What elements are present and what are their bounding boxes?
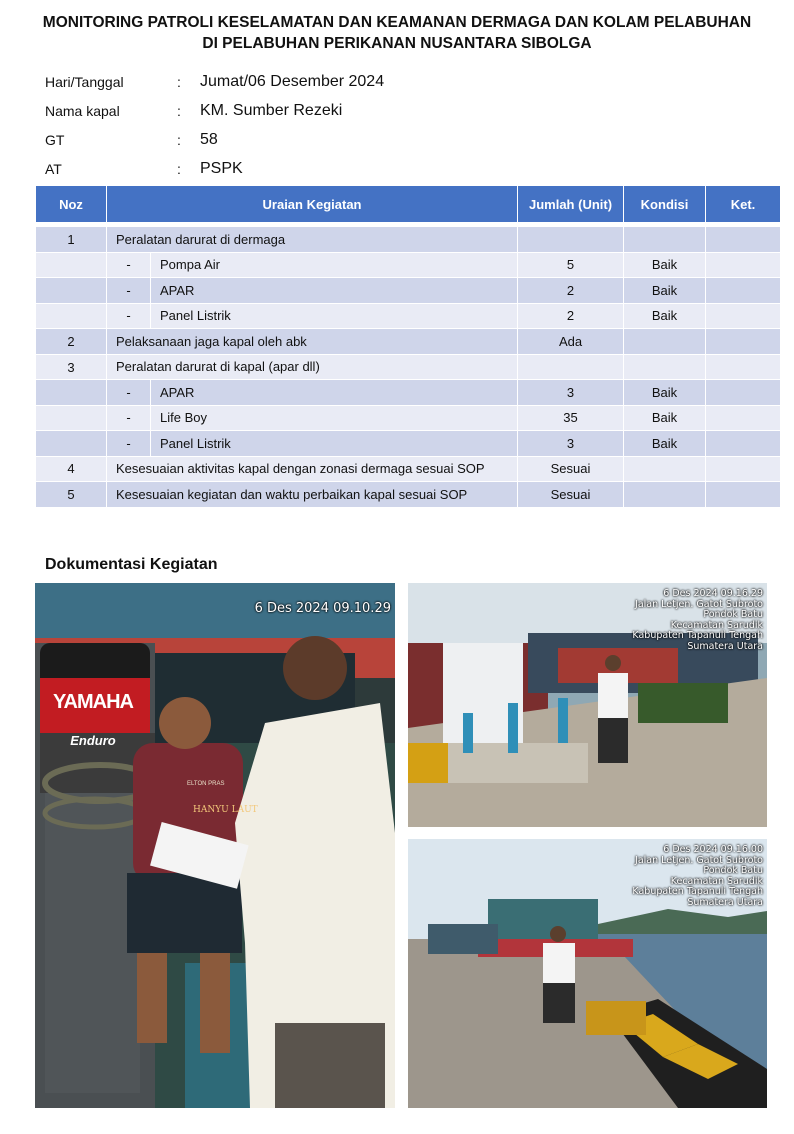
row-ket	[706, 380, 781, 406]
engine-model-label: Enduro	[70, 733, 116, 748]
info-colon: :	[177, 102, 181, 119]
info-colon: :	[177, 131, 181, 148]
row-desc: Kesesuaian aktivitas kapal dengan zonasi dermaga sesuai SOP	[107, 456, 518, 482]
row-cond	[624, 482, 706, 508]
row-cond: Baik	[624, 380, 706, 406]
row-cond: Baik	[624, 252, 706, 278]
row-desc: Peralatan darurat di kapal (apar dll)	[107, 354, 518, 380]
row-dash: -	[107, 252, 151, 278]
row-desc: Peralatan darurat di dermaga	[107, 227, 518, 253]
row-qty: 2	[518, 303, 624, 329]
stamp-line: Pondok Batu	[703, 865, 763, 876]
header-notes: Ket.	[706, 186, 781, 223]
header-condition: Kondisi	[624, 186, 706, 223]
row-desc: APAR	[151, 278, 518, 304]
row-cond: Baik	[624, 431, 706, 457]
row-qty: 5	[518, 252, 624, 278]
row-qty: 3	[518, 380, 624, 406]
header-quantity: Jumlah (Unit)	[518, 186, 624, 223]
photo-location-stamp	[632, 845, 763, 908]
stamp-line: Kecamatan Sarudik	[670, 619, 763, 631]
table-row	[36, 431, 781, 457]
row-no	[36, 380, 107, 406]
photo-timestamp: 6 Des 2024 09.10.29	[254, 601, 391, 616]
stamp-line: Pondok Batu	[703, 609, 763, 620]
info-row-at	[45, 154, 645, 183]
row-qty	[518, 227, 624, 253]
row-cond	[624, 329, 706, 355]
row-ket	[706, 405, 781, 431]
row-qty: 2	[518, 278, 624, 304]
info-value: PSPK	[200, 159, 243, 177]
info-label: Nama kapal	[45, 102, 120, 119]
row-no: 3	[36, 354, 107, 380]
row-no: 4	[36, 456, 107, 482]
row-no	[36, 278, 107, 304]
row-no	[36, 405, 107, 431]
info-label: GT	[45, 131, 65, 148]
row-dash: -	[107, 278, 151, 304]
row-ket	[706, 354, 781, 380]
header-no: Noz	[36, 186, 107, 223]
stamp-line: Kabupaten Tapanuli Tengah	[632, 886, 763, 897]
stamp-line: Kecamatan Sarudik	[670, 875, 763, 887]
stamp-line: Sumatera Utara	[687, 640, 763, 652]
info-value: Jumat/06 Desember 2024	[200, 72, 385, 90]
row-ket	[706, 252, 781, 278]
table-row	[36, 380, 781, 406]
info-colon: :	[177, 160, 181, 177]
info-value: 58	[200, 130, 218, 148]
row-no: 1	[36, 227, 107, 253]
shirt-small-text: ELTON PRAS	[187, 781, 225, 787]
photo-location-stamp	[632, 589, 763, 652]
table-row	[36, 278, 781, 304]
row-ket	[706, 227, 781, 253]
table-header-row	[36, 186, 781, 223]
stamp-line: Kabupaten Tapanuli Tengah	[632, 630, 763, 641]
table-row	[36, 405, 781, 431]
shirt-text: HANYU LAUT	[193, 805, 258, 815]
row-ket	[706, 329, 781, 355]
row-dash: -	[107, 431, 151, 457]
row-cond	[624, 456, 706, 482]
table-row	[36, 303, 781, 329]
row-cond: Baik	[624, 278, 706, 304]
table-row	[36, 329, 781, 355]
patrol-table	[35, 185, 781, 508]
row-ket	[706, 456, 781, 482]
info-value: KM. Sumber Rezeki	[200, 101, 343, 119]
row-qty: 3	[518, 431, 624, 457]
row-desc: Life Boy	[151, 405, 518, 431]
row-no: 5	[36, 482, 107, 508]
document-title	[0, 12, 794, 54]
row-qty	[518, 354, 624, 380]
row-desc: Kesesuaian kegiatan dan waktu perbaikan kapal sesuai SOP	[107, 482, 518, 508]
row-no	[36, 303, 107, 329]
table-row	[36, 456, 781, 482]
title-line-1: MONITORING PATROLI KESELAMATAN DAN KEAMANAN DERMAGA DAN KOLAM PELABUHAN	[42, 14, 752, 31]
row-desc: Pelaksanaan jaga kapal oleh abk	[107, 329, 518, 355]
stamp-line: 6 Des 2024 09.16.00	[663, 844, 763, 855]
stamp-line: Sumatera Utara	[687, 896, 763, 908]
row-no	[36, 431, 107, 457]
row-dash: -	[107, 303, 151, 329]
engine-brand-label: YAMAHA	[53, 691, 133, 713]
row-qty: Sesuai	[518, 482, 624, 508]
dock-pump-photo	[408, 583, 767, 827]
row-cond	[624, 227, 706, 253]
table-row	[36, 482, 781, 508]
documentation-title: Dokumentasi Kegiatan	[45, 556, 218, 573]
row-cond	[624, 354, 706, 380]
row-dash: -	[107, 380, 151, 406]
row-no: 2	[36, 329, 107, 355]
pier-ship-photo	[408, 839, 767, 1108]
table-row	[36, 354, 781, 380]
info-label: Hari/Tanggal	[45, 73, 124, 90]
row-qty: Sesuai	[518, 456, 624, 482]
stamp-line: Jalan Letjen. Gatot Subroto	[635, 854, 763, 866]
row-qty: Ada	[518, 329, 624, 355]
info-colon: :	[177, 73, 181, 90]
row-ket	[706, 482, 781, 508]
row-no	[36, 252, 107, 278]
row-desc: Pompa Air	[151, 252, 518, 278]
title-line-2: DI PELABUHAN PERIKANAN NUSANTARA SIBOLGA	[202, 35, 592, 52]
info-row-gt	[45, 125, 645, 154]
vessel-info	[45, 67, 645, 183]
info-row-date	[45, 67, 645, 96]
row-desc: APAR	[151, 380, 518, 406]
row-ket	[706, 303, 781, 329]
row-ket	[706, 278, 781, 304]
table-row	[36, 227, 781, 253]
info-row-ship-name	[45, 96, 645, 125]
row-qty: 35	[518, 405, 624, 431]
row-desc: Panel Listrik	[151, 303, 518, 329]
row-cond: Baik	[624, 405, 706, 431]
info-label: AT	[45, 160, 62, 177]
stamp-line: 6 Des 2024 09.16.29	[663, 588, 763, 599]
stamp-line: Jalan Letjen. Gatot Subroto	[635, 598, 763, 610]
row-dash: -	[107, 405, 151, 431]
row-desc: Panel Listrik	[151, 431, 518, 457]
header-description: Uraian Kegiatan	[107, 186, 518, 223]
row-cond: Baik	[624, 303, 706, 329]
row-ket	[706, 431, 781, 457]
inspection-photo	[35, 583, 395, 1108]
table-row	[36, 252, 781, 278]
